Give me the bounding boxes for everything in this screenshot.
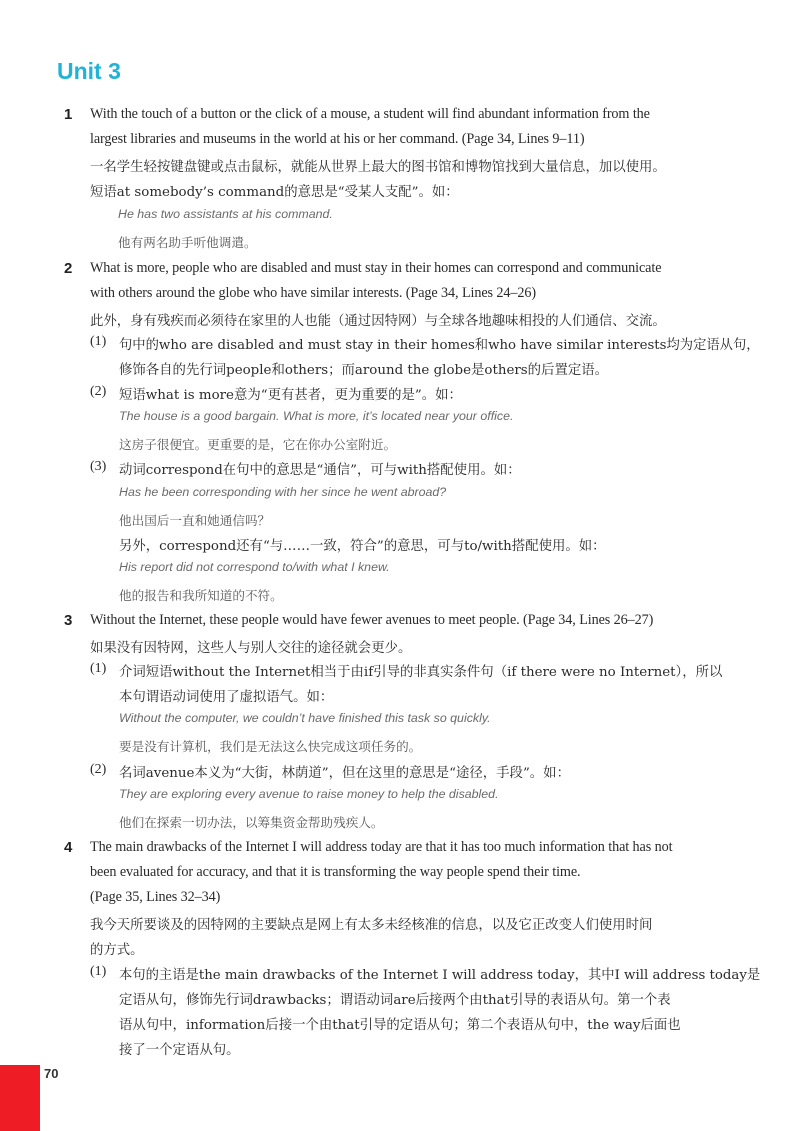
sub-item-text: 短语what is more意为“更有甚者，更为重要的是”。如： — [119, 388, 462, 403]
example-translation: 这房子很便宜。更重要的是，它在你办公室附近。 — [119, 437, 397, 452]
item-3-text: Without the Internet, these people would have fewer avenues to meet people. (Page 34, Lines 26–27) — [90, 612, 654, 628]
sub-item-text: 名词avenue本义为“大街，林荫道”，但在这里的意思是“途径，手段”。如： — [119, 766, 570, 781]
example-sentence: Has he been corresponding with her since he went abroad? — [119, 485, 447, 499]
sub-item-marker: (3) — [90, 459, 107, 474]
item-1-note: 短语at somebody’s command的意思是“受某人支配”。如： — [90, 185, 459, 200]
item-4-text: (Page 35, Lines 32–34) — [90, 889, 221, 905]
sub-item-marker: (1) — [90, 964, 107, 979]
unit-title: Unit 3 — [57, 58, 121, 84]
sub-item-text: 本句谓语动词使用了虚拟语气。如： — [119, 690, 334, 705]
item-number: 4 — [64, 839, 73, 856]
sub-item-text: 另外，correspond还有“与……一致，符合”的意思，可与to/with搭配使用。如： — [119, 539, 606, 554]
sub-item-text: 定语从句，修饰先行词drawbacks；谓语动词are后接两个由that引导的表语从句。第一个表 — [119, 993, 671, 1008]
sub-item-text: 介词短语without the Internet相当于由if引导的非真实条件句（if there were no Internet），所以 — [119, 665, 723, 680]
item-1-text: largest libraries and museums in the world at his or her command. (Page 34, Lines 9–11) — [90, 131, 585, 147]
page-tab-marker — [0, 1065, 40, 1131]
example-sentence: He has two assistants at his command. — [118, 207, 333, 221]
sub-item-text: 语从句中，information后接一个由that引导的定语从句；第二个表语从句中，the way后面也 — [119, 1018, 681, 1033]
item-number: 3 — [64, 612, 73, 629]
item-3-translation: 如果没有因特网，这些人与别人交往的途径就会更少。 — [90, 641, 412, 656]
page-number: 70 — [44, 1066, 59, 1081]
item-number: 1 — [64, 106, 73, 123]
example-sentence: They are exploring every avenue to raise money to help the disabled. — [119, 787, 499, 801]
sub-item-text: 修饰各自的先行词people和others；而around the globe是others的后置定语。 — [119, 363, 609, 378]
example-sentence: Without the computer, we couldn’t have finished this task so quickly. — [119, 711, 491, 725]
item-1-text: With the touch of a button or the click of a mouse, a student will find abundant information from the — [90, 106, 650, 122]
example-translation: 要是没有计算机，我们是无法这么快完成这项任务的。 — [119, 739, 422, 754]
example-translation: 他的报告和我所知道的不符。 — [119, 588, 283, 603]
item-2-text: with others around the globe who have similar interests. (Page 34, Lines 24–26) — [90, 285, 537, 301]
item-2-translation: 此外，身有残疾而必须待在家里的人也能（通过因特网）与全球各地趣味相投的人们通信、交流。 — [90, 314, 666, 329]
example-translation: 他有两名助手听他调遣。 — [118, 235, 257, 250]
sub-item-marker: (2) — [90, 762, 107, 777]
example-translation: 他们在探索一切办法，以筹集资金帮助残疾人。 — [119, 815, 384, 830]
item-4-translation: 的方式。 — [90, 943, 144, 958]
sub-item-marker: (1) — [90, 661, 107, 676]
sub-item-marker: (1) — [90, 334, 107, 349]
item-2-text: What is more, people who are disabled and must stay in their homes can correspond and communicate — [90, 260, 662, 276]
sub-item-text: 接了一个定语从句。 — [119, 1043, 240, 1058]
item-4-text: been evaluated for accuracy, and that it is transforming the way people spend their time. — [90, 864, 581, 880]
example-sentence: His report did not correspond to/with what I knew. — [119, 560, 390, 574]
sub-item-marker: (2) — [90, 384, 107, 399]
example-sentence: The house is a good bargain. What is more, it’s located near your office. — [119, 409, 514, 423]
item-4-text: The main drawbacks of the Internet I will address today are that it has too much information that has not — [90, 839, 673, 855]
item-4-translation: 我今天所要谈及的因特网的主要缺点是网上有太多未经核准的信息，以及它正改变人们使用时间 — [90, 918, 653, 933]
sub-item-text: 动词correspond在句中的意思是“通信”，可与with搭配使用。如： — [119, 463, 521, 478]
example-translation: 他出国后一直和她通信吗？ — [119, 513, 271, 528]
sub-item-text: 句中的who are disabled and must stay in their homes和who have similar interests均为定语从句， — [119, 338, 760, 353]
item-1-translation: 一名学生轻按键盘键或点击鼠标，就能从世界上最大的图书馆和博物馆找到大量信息，加以使用。 — [90, 160, 666, 175]
sub-item-text: 本句的主语是the main drawbacks of the Internet I will address today，其中I will address today是 — [119, 968, 761, 983]
item-number: 2 — [64, 260, 73, 277]
